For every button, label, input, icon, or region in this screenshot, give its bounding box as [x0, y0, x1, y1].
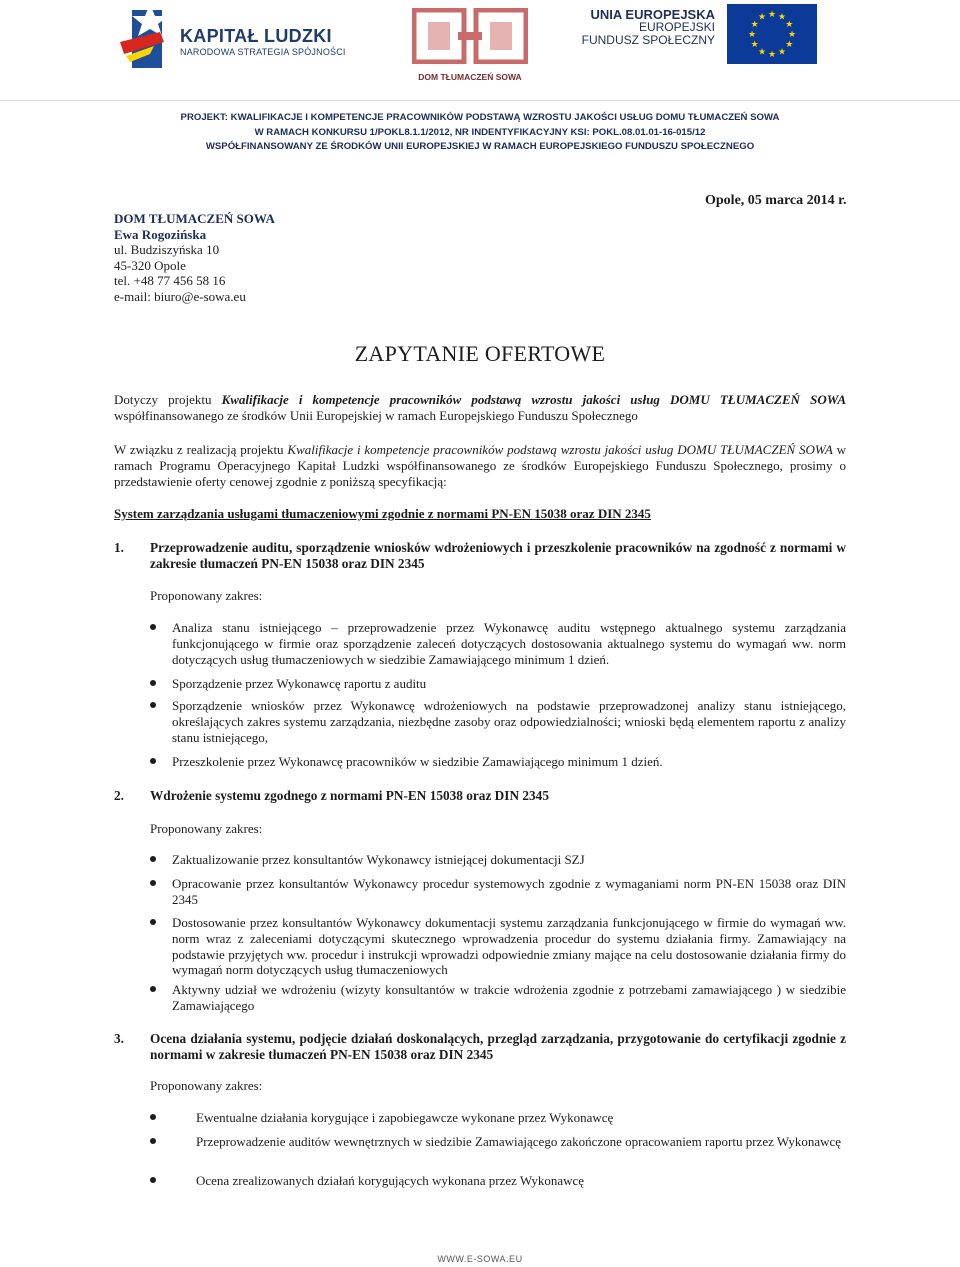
- document-date: Opole, 05 marca 2014 r.: [705, 193, 847, 208]
- svg-text:★: ★: [747, 30, 757, 40]
- ue-line-3: FUNDUSZ SPOŁECZNY: [581, 33, 715, 47]
- svg-text:★: ★: [757, 12, 767, 23]
- system-heading: System zarządzania usługami tłumaczeniowymi zgodnie z normami PN-EN 15038 oraz DIN 2345: [114, 506, 651, 521]
- intro-prefix: Dotyczy projektu: [114, 392, 222, 407]
- section-title: Przeprowadzenie auditu, sporządzenie wniosków wdrożeniowych i przeszkolenie pracowników na zgodność z normami w zakresie tłumaczeń PN-EN 15038 oraz DIN 2345: [150, 540, 846, 571]
- unia-europejska-text: [582, 8, 715, 47]
- dom-tlumaczen-sowa-emblem-icon: [412, 8, 528, 64]
- svg-text:★: ★: [777, 47, 787, 58]
- ue-line-1: UNIA EUROPEJSKA: [590, 7, 715, 22]
- section-3-heading: [114, 1031, 846, 1063]
- context-suffix: w ramach Programu Operacyjnego Kapitał Ludzki współfinansowanego ze środków Europejskiego Funduszu Społecznego, prosimy o przedstawienie oferty cenowej zgodnie z poniższą specyfikacją:: [114, 442, 847, 489]
- eu-flag-icon: [727, 4, 817, 64]
- svg-text:★: ★: [777, 12, 787, 23]
- bullet-icon: [150, 758, 156, 764]
- bullet-icon: [150, 624, 156, 630]
- list-item: Przeszkolenie przez Wykonawcę pracowników w siedzibie Zamawiającego minimum 1 dzień.: [150, 754, 846, 770]
- sender-email: e-mail: biuro@e-sowa.eu: [114, 288, 246, 304]
- kapital-ludzki-title: KAPITAŁ LUDZKI: [180, 26, 332, 46]
- svg-text:★: ★: [787, 30, 797, 40]
- kapital-ludzki-subtitle: NARODOWA STRATEGIA SPÓJNOŚCI: [180, 47, 346, 57]
- sender-person: Ewa Rogozińska: [114, 226, 207, 242]
- bullet-icon: [150, 1177, 156, 1183]
- sender-phone: tel. +48 77 456 58 16: [114, 273, 226, 289]
- list-item: Aktywny udział we wdrożeniu (wizyty konsultantów w trakcie wdrożenia zgodnie z potrzebami zamawiającego ) w siedzibie Zamawiającego: [150, 982, 846, 1014]
- svg-text:★: ★: [767, 10, 777, 20]
- list-item: Przeprowadzenie auditów wewnętrznych w siedzibie Zamawiającego zakończone opracowaniem raportu przez Wykonawcę: [150, 1134, 846, 1150]
- bullet-icon: [150, 880, 156, 886]
- footer-website: WWW.E-SOWA.EU: [437, 1254, 523, 1264]
- context-project-name: Kwalifikacje i kompetencje pracowników podstawą wzrostu jakości usług DOMU TŁUMACZEŃ SOWA: [287, 442, 833, 457]
- svg-text:★: ★: [785, 20, 794, 30]
- kapital-ludzki-logo: [120, 2, 346, 72]
- section-3-scope-label: Proponowany zakres:: [150, 1078, 263, 1093]
- section-number: 1.: [114, 540, 124, 555]
- sender-street: ul. Budziszyńska 10: [114, 242, 220, 258]
- bullet-icon: [150, 986, 156, 992]
- list-item: Ocena zrealizowanych działań korygujących wykonana przez Wykonawcę: [150, 1173, 846, 1189]
- section-2-scope-label: Proponowany zakres:: [150, 821, 263, 836]
- intro-project-name: Kwalifikacje i kompetencje pracowników podstawą wzrostu jakości usług DOMU TŁUMACZEŃ SOWA: [221, 392, 847, 407]
- intro-suffix: współfinansowanego ze środków Unii Europejskiej w ramach Europejskiego Funduszu Społecznego: [114, 408, 638, 423]
- section-number: 2.: [114, 788, 124, 803]
- project-line-3: WSPÓŁFINANSOWANY ZE ŚRODKÓW UNII EUROPEJSKIEJ W RAMACH EUROPEJSKIEGO FUNDUSZU SPOŁECZNEGO: [205, 141, 755, 152]
- section-number: 3.: [114, 1031, 124, 1046]
- list-item: Sporządzenie wniosków przez Wykonawcę wdrożeniowych na podstawie przeprowadzonej analizy stanu istniejącego, określających zakres systemu zarządzania, niezbędne zasoby oraz odpowiedzialności; wnioski będą elementem raportu z analizy stanu istniejącego,: [150, 698, 846, 745]
- kapital-ludzki-emblem-icon: [120, 2, 178, 72]
- svg-text:★: ★: [757, 47, 767, 58]
- context-paragraph: [114, 442, 846, 490]
- svg-text:★: ★: [750, 20, 759, 30]
- section-title: Wdrożenie systemu zgodnego z normami PN-EN 15038 oraz DIN 2345: [150, 788, 549, 803]
- svg-text:★: ★: [785, 40, 794, 50]
- context-prefix: W związku z realizacją projektu: [114, 442, 288, 457]
- section-2-heading: [114, 788, 846, 804]
- list-item: Dostosowanie przez konsultantów Wykonawcy dokumentacji systemu zarządzania funkcjonującego w firmie do wymagań ww. norm wraz z zaleceniami dotyczącymi skutecznego wprowadzenia procedur do systemu działania firmy. Zamawiający na podstawie przyjętych ww. procedur i instrukcji wprowadzi odpowiednie zmiany mające na celu dostosowanie działania firmy do wymagań norm dotyczących usług tłumaczeniowych: [150, 915, 846, 978]
- sender-block: [114, 211, 275, 305]
- list-item: Zaktualizowanie przez konsultantów Wykonawcy istniejącej dokumentacji SZJ: [150, 852, 846, 868]
- list-item: Opracowanie przez konsultantów Wykonawcy procedur systemowych zgodnie z wymaganiami norm PN-EN 15038 oraz DIN 2345: [150, 876, 846, 908]
- svg-text:★: ★: [767, 50, 777, 60]
- bullet-icon: [150, 1138, 156, 1144]
- sender-company: DOM TŁUMACZEŃ SOWA: [114, 211, 275, 226]
- section-1-heading: [114, 540, 846, 572]
- section-1-scope-label: Proponowany zakres:: [150, 588, 263, 603]
- bullet-icon: [150, 680, 156, 686]
- unia-europejska-logo: [581, 4, 817, 66]
- bullet-icon: [150, 1114, 156, 1120]
- project-line-1: PROJEKT: KWALIFIKACJE I KOMPETENCJE PRACOWNIKÓW PODSTAWĄ WZROSTU JAKOŚCI USŁUG DOMU TŁUMACZEŃ SOWA: [180, 112, 780, 123]
- bullet-icon: [150, 702, 156, 708]
- document-title: ZAPYTANIE OFERTOWE: [354, 341, 606, 366]
- list-item: Sporządzenie przez Wykonawcę raportu z auditu: [150, 676, 846, 692]
- list-item: Analiza stanu istniejącego – przeprowadzenie przez Wykonawcę auditu wstępnego aktualnego systemu zarządzania funkcjonującego w firmie oraz sporządzenie zaleceń dotyczących dostosowania aktualnego systemu do wymagań ww. norm dotyczących usług tłumaczeniowych w siedzibie Zamawiającego minimum 1 dzień.: [150, 620, 846, 667]
- svg-text:★: ★: [750, 40, 759, 50]
- dom-tlumaczen-sowa-label: DOM TŁUMACZEŃ SOWA: [418, 72, 522, 82]
- section-title: Ocena działania systemu, podjęcie działań doskonalących, przegląd zarządzania, przygotowanie do certyfikacji zgodnie z normami w zakresie tłumaczeń PN-EN 15038 oraz DIN 2345: [150, 1031, 846, 1062]
- project-line-2: W RAMACH KONKURSU 1/POKL8.1.1/2012, NR INDENTYFIKACYJNY KSI: POKL.08.01.01-16-015/12: [254, 127, 706, 138]
- bullet-icon: [150, 856, 156, 862]
- bullet-icon: [150, 919, 156, 925]
- sender-city: 45-320 Opole: [114, 257, 186, 273]
- intro-paragraph: [114, 392, 846, 424]
- ue-line-2: EUROPEJSKI: [638, 20, 715, 34]
- header-divider: [0, 100, 960, 101]
- dom-tlumaczen-sowa-logo: [405, 2, 535, 84]
- list-item: Ewentualne działania korygujące i zapobiegawcze wykonane przez Wykonawcę: [150, 1110, 846, 1126]
